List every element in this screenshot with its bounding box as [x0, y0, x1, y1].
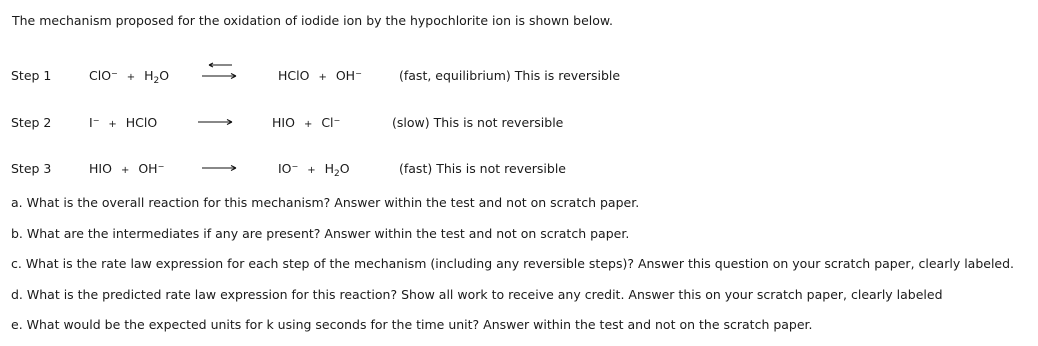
chemical-species: ClO−	[89, 68, 118, 83]
right-arrow-icon	[200, 162, 238, 174]
question-c: c. What is the rate law expression for each step of the mechanism (including any reversible steps)? Answer this question on your scratch paper, clearly labeled.	[11, 256, 1015, 271]
chemical-species: HClO	[278, 68, 310, 83]
reactants	[89, 115, 157, 130]
right-arrow-icon	[196, 116, 234, 128]
plus-sign: +	[126, 72, 136, 83]
chemical-species: HIO	[272, 115, 295, 130]
step-note: (fast, equilibrium) This is reversible	[399, 68, 621, 83]
products	[278, 161, 350, 179]
plus-sign: +	[120, 165, 130, 176]
chemical-species: Cl−	[321, 115, 341, 130]
chemical-species: $H_2O$	[144, 68, 170, 86]
question-d: d. What is the predicted rate law expression for this reaction? Show all work to receive any credit. Answer this on your scratch paper, clearly labeled	[11, 287, 943, 302]
step-label: Step 2	[11, 115, 52, 130]
products	[272, 115, 340, 130]
question-b: b. What are the intermediates if any are present? Answer within the test and not on scratch paper.	[11, 226, 630, 241]
intro-text: The mechanism proposed for the oxidation of iodide ion by the hypochlorite ion is shown below.	[12, 13, 613, 28]
reactants	[89, 161, 164, 176]
plus-sign: +	[307, 165, 316, 176]
step-note: (slow) This is not reversible	[392, 115, 564, 130]
products	[278, 68, 362, 83]
step-label: Step 3	[11, 161, 52, 176]
chemical-species: OH−	[335, 68, 362, 83]
plus-sign: +	[318, 72, 327, 83]
chemical-species: HIO	[89, 161, 112, 176]
chemical-species: OH−	[138, 161, 165, 176]
plus-sign: +	[108, 119, 117, 130]
chemical-species: $H_2O$	[324, 161, 350, 179]
step-note: (fast) This is not reversible	[399, 161, 566, 176]
question-e: e. What would be the expected units for k using seconds for the time unit? Answer within the test and not on the scratch paper.	[11, 317, 813, 332]
chemical-species: IO−	[278, 161, 299, 176]
question-a: a. What is the overall reaction for this mechanism? Answer within the test and not on scratch paper.	[11, 195, 640, 210]
double-arrow-icon	[200, 60, 238, 84]
reactants	[89, 68, 169, 86]
chemical-species: HClO	[125, 115, 158, 130]
step-label: Step 1	[11, 68, 52, 83]
chemical-species: I−	[89, 115, 100, 130]
plus-sign: +	[303, 119, 313, 130]
